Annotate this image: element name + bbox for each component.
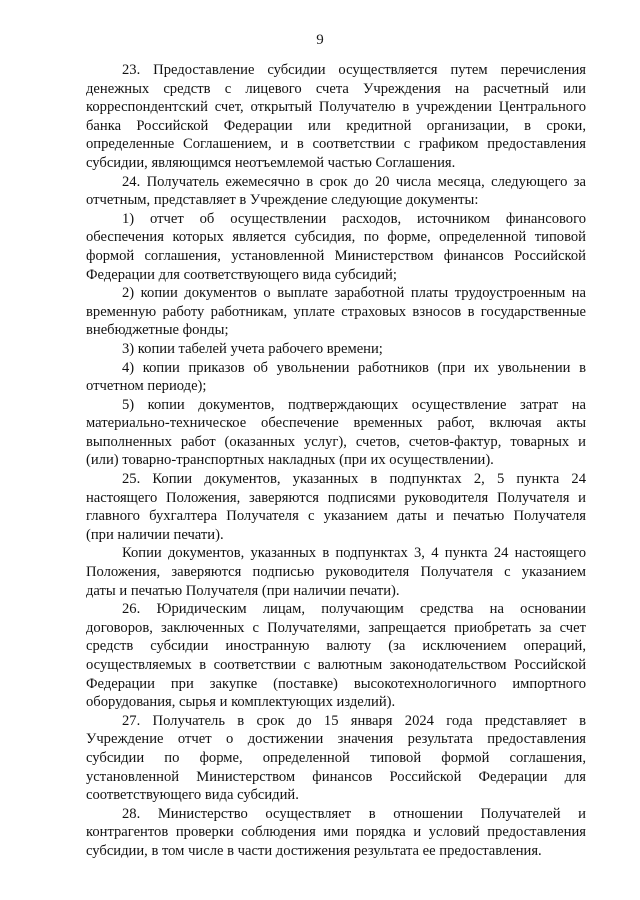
text-line: главного бухгалтера Получателя с указанием даты и печатью Получателя bbox=[86, 508, 586, 525]
text-line: отчетным, представляет в Учреждение следующие документы: bbox=[86, 192, 479, 209]
text-line: Положения, заверяются подписью руководителя Получателя с указанием bbox=[86, 564, 586, 581]
text-line: 27. Получатель в срок до 15 января 2024 года представляет в bbox=[122, 712, 586, 729]
text-line: (или) товарно-транспортных накладных (при их осуществлении). bbox=[86, 452, 494, 469]
text-line: соответствующего вида субсидий. bbox=[86, 787, 299, 804]
text-line: денежных средств с лицевого счета Учреждения на расчетный или bbox=[86, 80, 586, 97]
text-line: Копии документов, указанных в подпунктах 3, 4 пункта 24 настоящего bbox=[122, 545, 586, 562]
text-line: 25. Копии документов, указанных в подпунктах 2, 5 пункта 24 bbox=[122, 471, 586, 488]
text-line: даты и печатью Получателя (при наличии печати). bbox=[86, 582, 400, 599]
text-line: контрагентов проверки соблюдения ими порядка и условий предоставления bbox=[86, 824, 586, 841]
text-line: 3) копии табелей учета рабочего времени; bbox=[122, 340, 383, 357]
text-line: внебюджетные фонды; bbox=[86, 322, 229, 339]
text-line: 23. Предоставление субсидии осуществляется путем перечисления bbox=[122, 62, 586, 78]
text-line: средств субсидии иностранную валюту (за исключением операций, bbox=[86, 638, 586, 655]
text-line: 1) отчет об осуществлении расходов, источником финансового bbox=[122, 210, 586, 227]
text-line: отчетном периоде); bbox=[86, 378, 207, 395]
text-line: 26. Юридическим лицам, получающим средства на основании bbox=[122, 601, 586, 618]
text-line: временную работу работникам, уплате страховых взносов в государственные bbox=[86, 303, 586, 320]
text-line: договоров, заключенных с Получателями, запрещается приобретать за счет bbox=[86, 619, 586, 636]
text-line: обеспечения которых является субсидия, по форме, определенной типовой bbox=[86, 229, 586, 246]
text-line: Федерации для соответствующего вида субсидий; bbox=[86, 266, 397, 283]
text-line: субсидии, являющимся неотъемлемой частью Соглашения. bbox=[86, 154, 456, 171]
text-line: субсидии, в том числе в части достижения результата ее предоставления. bbox=[86, 842, 542, 859]
text-line: осуществляемых в соответствии с валютным законодательством Российской bbox=[86, 657, 586, 673]
text-line: 28. Министерство осуществляет в отношении Получателей и bbox=[122, 805, 586, 822]
text-line: формой соглашения, установленной Министерством финансов Российской bbox=[86, 247, 586, 264]
text-line: Учреждение отчет о достижении значения результата предоставления bbox=[86, 731, 586, 748]
text-line: Федерации при закупке (поставке) высокотехнологичного импортного bbox=[86, 675, 586, 692]
text-line: выполненных работ (оказанных услуг), счетов, счетов-фактур, товарных и bbox=[86, 433, 586, 450]
text-line: материально-техническое обеспечение временных работ, включая акты bbox=[86, 415, 586, 432]
text-line: 5) копии документов, подтверждающих осуществление затрат на bbox=[122, 396, 586, 413]
text-line: настоящего Положения, заверяются подписями руководителя Получателя и bbox=[86, 489, 586, 506]
text-line: установленной Министерством финансов Российской Федерации для bbox=[86, 768, 586, 785]
text-line: 4) копии приказов об увольнении работников (при их увольнении в bbox=[122, 359, 586, 376]
text-line: (при наличии печати). bbox=[86, 526, 224, 543]
text-line: субсидии по форме, определенной типовой формой соглашения, bbox=[86, 749, 586, 766]
document-body bbox=[86, 61, 586, 861]
text-line: банка Российской Федерации или кредитной организации, в сроки, bbox=[86, 117, 586, 134]
text-line: 24. Получатель ежемесячно в срок до 20 числа месяца, следующего за bbox=[122, 173, 586, 190]
page-number: 9 bbox=[316, 32, 324, 48]
text-line: корреспондентский счет, открытый Получателю в учреждении Центрального bbox=[86, 99, 586, 116]
text-line: 2) копии документов о выплате заработной платы трудоустроенным на bbox=[122, 285, 586, 302]
text-line: определенные Соглашением, и в соответствии с графиком предоставления bbox=[86, 136, 586, 153]
text-line: оборудования, сырья и комплектующих изделий). bbox=[86, 694, 396, 711]
